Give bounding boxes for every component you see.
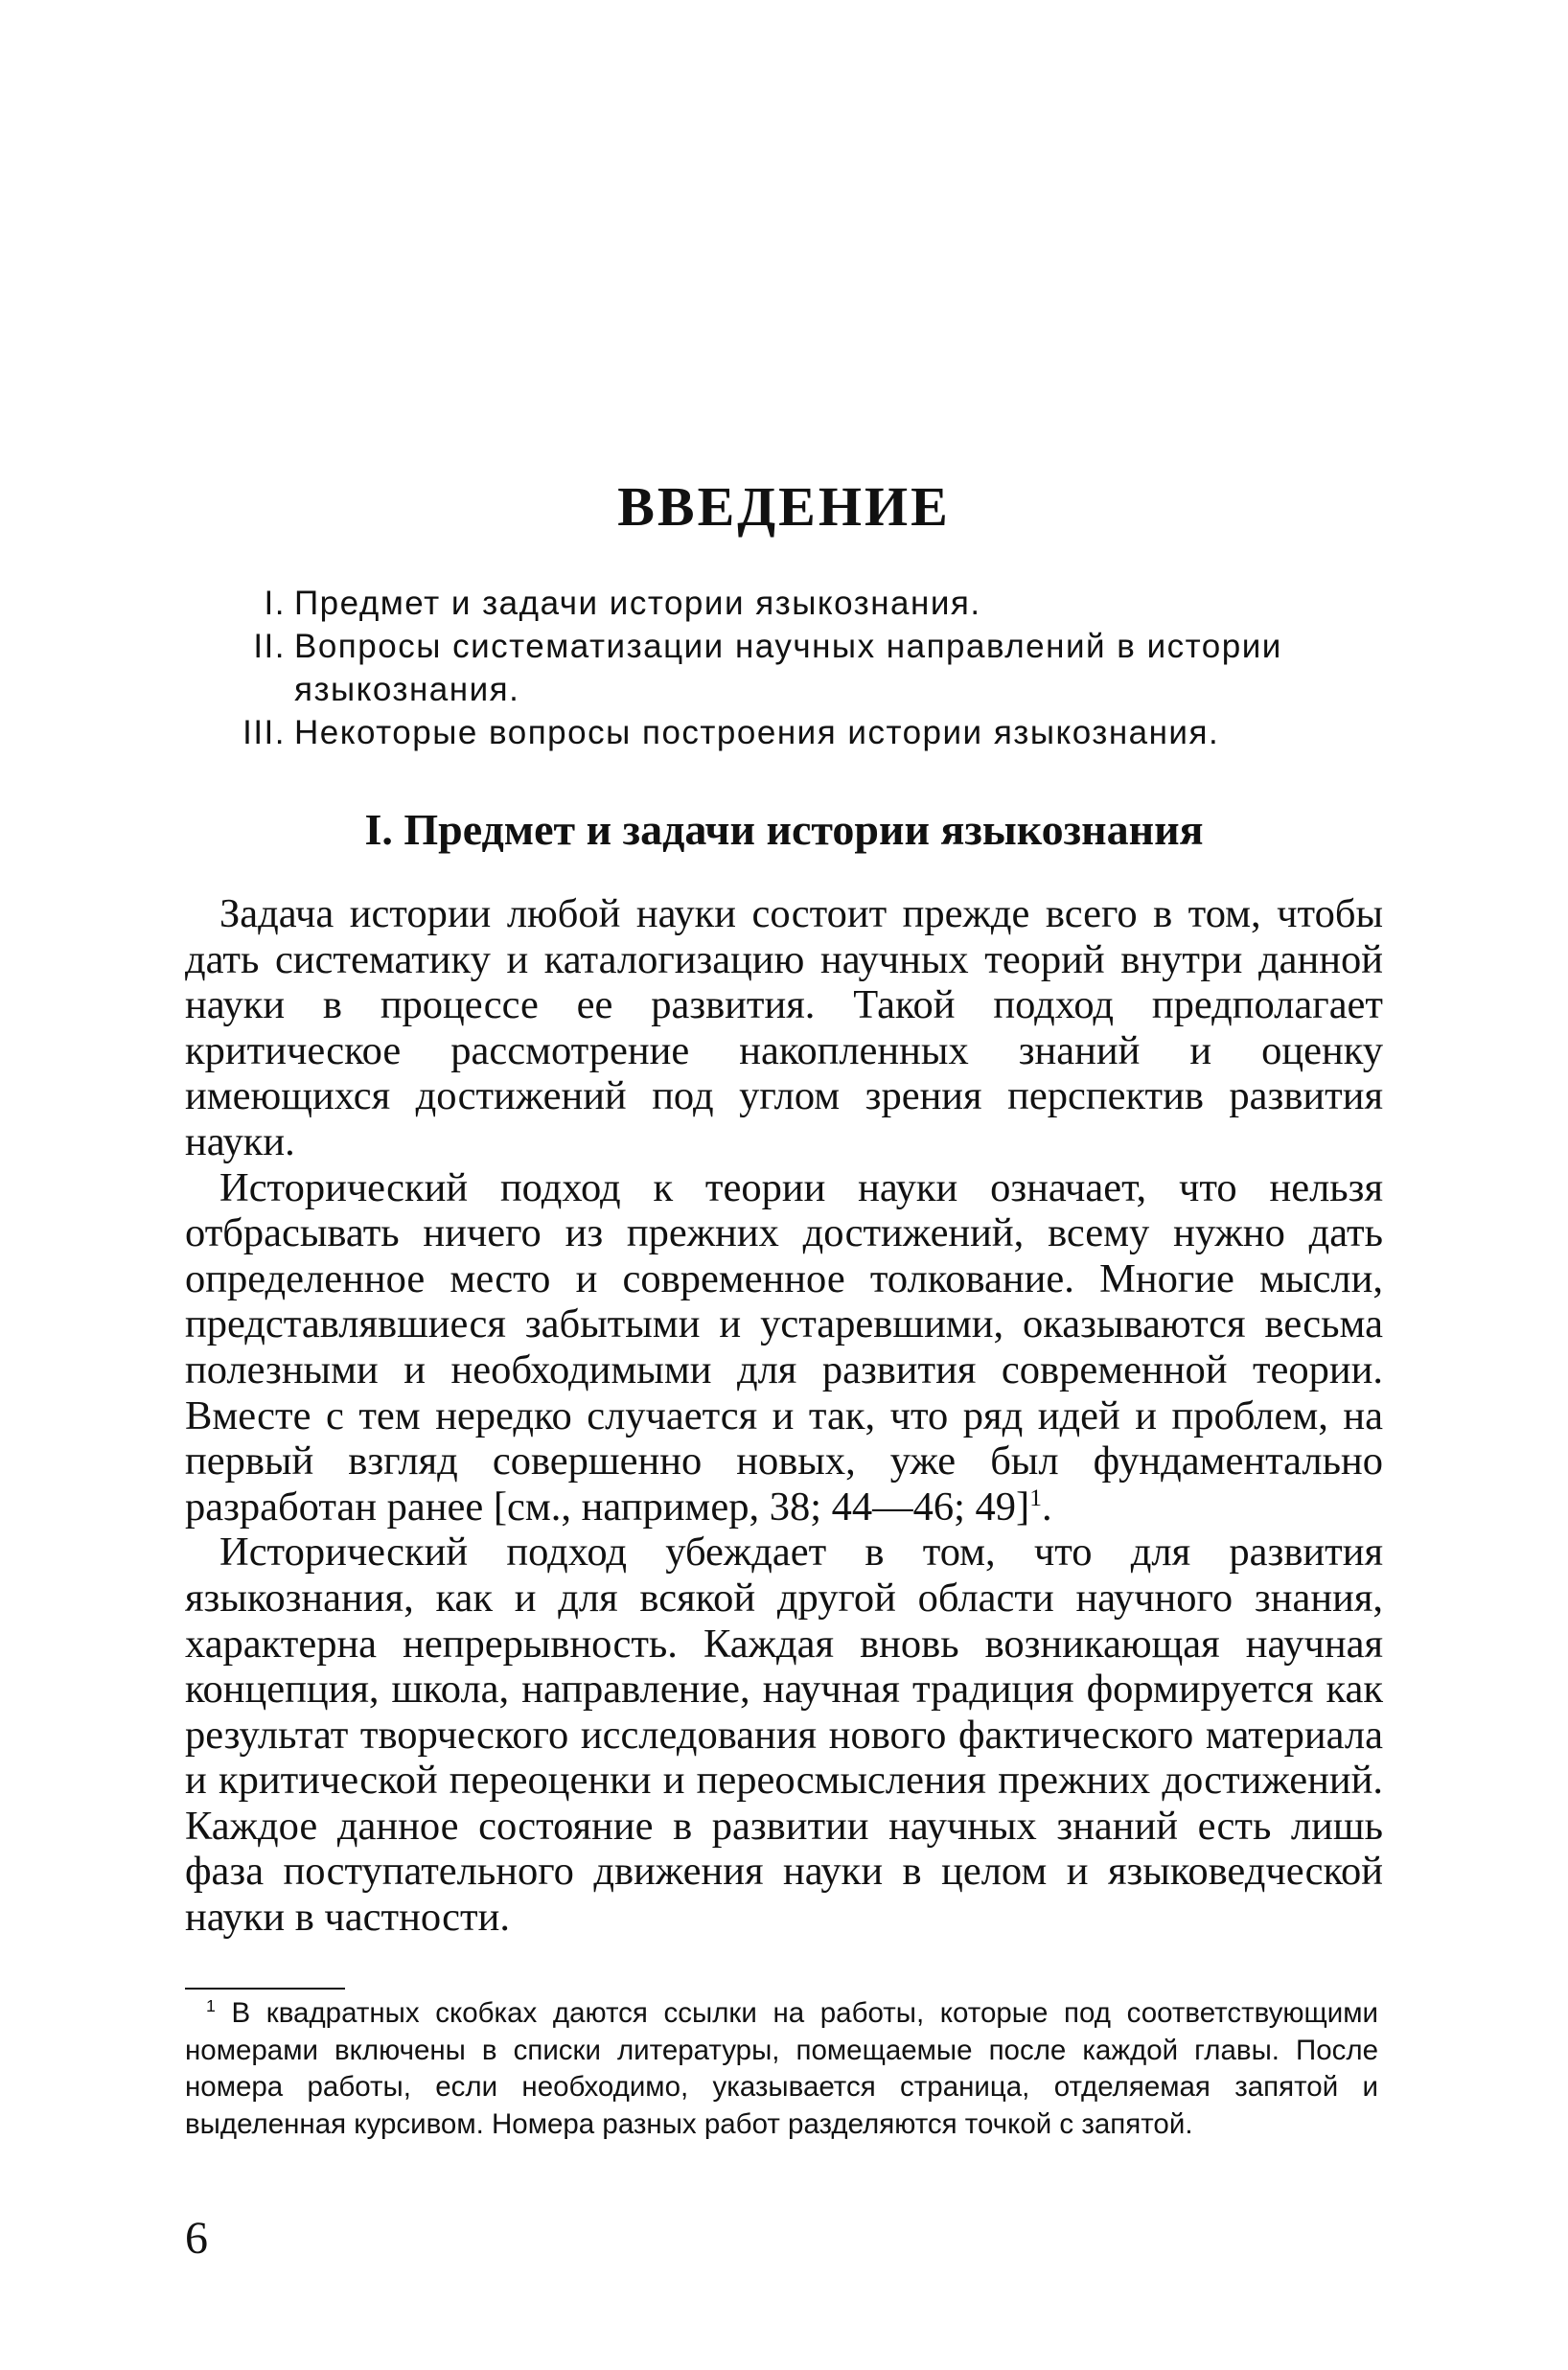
paragraph-text: Задача истории любой науки состоит прежде всего в том, чтобы дать систематику и каталогизацию научных теорий внутри данной науки в процессе ее развития. Такой подход предполагает критическое рассмотрение накопленных знаний и оценку имеющихся достижений под углом зрения перспектив развития науки. — [185, 891, 1383, 1164]
body-text — [185, 891, 1383, 1941]
paragraph-text: Исторический подход убеждает в том, что для развития языкознания, как и для всякой другой области научного знания, характерна непрерывность. Каждая вновь возникающая научная концепция, школа, направление, научная традиция формируется как результат творческого исследования нового фактического материала и критической переоценки и переосмысления прежних достижений. Каждое данное состояние в развитии научных знаний есть лишь фаза поступательного движения науки в целом и языковедческой науки в частности. — [185, 1530, 1383, 1941]
paragraph-text: Исторический подход к теории науки означает, что нельзя отбрасывать ничего из прежних достижений, всему нужно дать определенное место и современное толкование. Многие мысли, представлявшиеся забытыми и устаревшими, оказываются весьма полезными и необходимыми для развития современной теории. Вместе с тем нередко случается и так, что ряд идей и проблем, на первый взгляд совершенно новых, уже был фундаментально разработан ранее [см., например, 38; 44—46; 49] — [185, 1164, 1383, 1530]
paragraph-end-punctuation: . — [1041, 1484, 1052, 1530]
contents-item-text: Вопросы систематизации научных направлений в истории языкознания. — [294, 628, 1282, 708]
contents-item-number: I. — [264, 585, 286, 622]
contents-item — [192, 582, 1380, 625]
footnote-reference: 1 — [1029, 1483, 1042, 1511]
footnote-marker: 1 — [206, 1996, 216, 2016]
chapter-title: ВВЕДЕНИЕ — [617, 475, 951, 538]
contents-item-text: Некоторые вопросы построения истории языкознания. — [294, 714, 1220, 751]
paragraph — [185, 891, 1383, 1165]
contents-item — [192, 625, 1380, 711]
section-title: I. Предмет и задачи истории языкознания — [364, 805, 1204, 854]
footnote-text: В квадратных скобках даются ссылки на работы, которые под соответствующими номерами включены в списки литературы, помещаемые после каждой главы. После номера работы, если необходимо, указывается страница, отделяемая запятой и выделенная курсивом. Номера разных работ разделяются точкой с запятой. — [185, 1997, 1378, 2140]
chapter-contents — [192, 582, 1380, 754]
paragraph — [185, 1165, 1383, 1530]
contents-item-number: II. — [253, 628, 286, 665]
footnote — [185, 1995, 1378, 2143]
contents-item-text: Предмет и задачи истории языкознания. — [294, 585, 981, 622]
paragraph — [185, 1530, 1383, 1940]
footnote-divider — [185, 1988, 345, 1990]
page-number: 6 — [185, 2213, 208, 2264]
contents-item — [192, 711, 1380, 754]
contents-item-number: III. — [242, 714, 286, 751]
